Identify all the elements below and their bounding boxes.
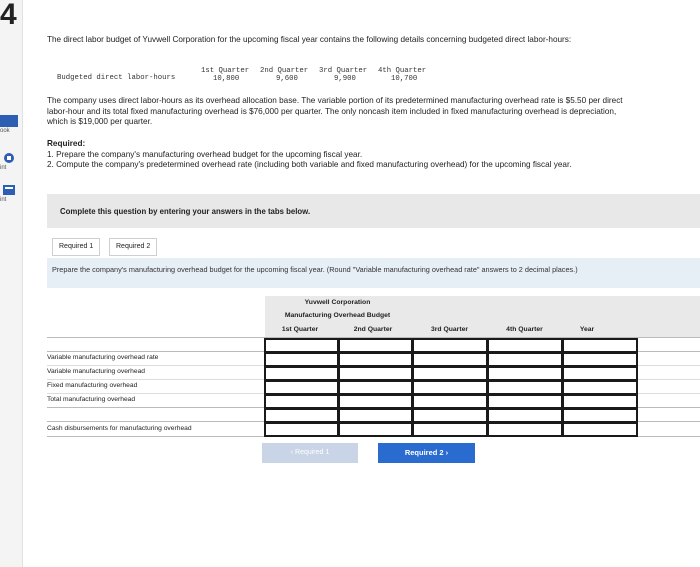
input-cell[interactable] — [487, 422, 563, 437]
input-cell[interactable] — [562, 380, 638, 395]
required-section — [47, 139, 627, 171]
chevron-left-icon: ‹ — [290, 449, 294, 456]
sidebar-item-print-label[interactable]: int — [0, 165, 7, 171]
input-cell[interactable] — [264, 394, 339, 409]
input-cell[interactable] — [412, 338, 488, 353]
labor-header-q1: 1st Quarter — [201, 67, 250, 75]
input-cell[interactable] — [338, 422, 413, 437]
input-cell[interactable] — [338, 366, 413, 381]
input-cell[interactable] — [264, 380, 339, 395]
sidebar-item-references-label[interactable]: int — [0, 197, 7, 203]
input-cell[interactable] — [338, 394, 413, 409]
next-button-label: Required 2 — [404, 448, 444, 457]
row-label-cash-disbursements: Cash disbursements for manufacturing overhead — [47, 425, 192, 432]
required-item-2: 2. Compute the company's predetermined overhead rate (including both variable and fixed manufacturing overhead) for the upcoming fiscal year. — [47, 160, 572, 169]
prev-button-label: Required 1 — [295, 449, 330, 456]
input-cell[interactable] — [562, 394, 638, 409]
input-cell[interactable] — [487, 380, 563, 395]
input-cell[interactable] — [264, 338, 339, 353]
col-header-q4: 4th Quarter — [506, 326, 543, 333]
labor-value-q3: 9,900 — [334, 75, 356, 83]
print-icon[interactable] — [2, 151, 16, 163]
input-cell[interactable] — [487, 408, 563, 423]
question-number: 4 — [0, 0, 17, 31]
left-sidebar — [0, 0, 23, 567]
references-icon[interactable] — [2, 183, 16, 195]
input-cell[interactable] — [264, 366, 339, 381]
labor-value-q2: 9,600 — [276, 75, 298, 83]
input-cell[interactable] — [562, 352, 638, 367]
input-cell[interactable] — [412, 408, 488, 423]
input-cell[interactable] — [412, 394, 488, 409]
input-cell[interactable] — [562, 422, 638, 437]
col-header-q1: 1st Quarter — [281, 326, 319, 333]
tab-required-2[interactable]: Required 2 — [109, 238, 157, 256]
input-cell[interactable] — [412, 380, 488, 395]
col-header-year: Year — [579, 326, 595, 333]
chevron-right-icon: › — [445, 448, 449, 457]
input-cell[interactable] — [412, 422, 488, 437]
input-cell[interactable] — [487, 338, 563, 353]
complete-instructions: Complete this question by entering your answers in the tabs below. — [60, 207, 311, 216]
input-cell[interactable] — [487, 394, 563, 409]
required-item-1: 1. Prepare the company's manufacturing overhead budget for the upcoming fiscal year. — [47, 149, 363, 159]
row-label-total-overhead: Total manufacturing overhead — [47, 396, 136, 403]
row-label-fixed-overhead: Fixed manufacturing overhead — [47, 382, 138, 389]
col-header-q3: 3rd Quarter — [430, 326, 469, 333]
row-label-variable-rate: Variable manufacturing overhead rate — [47, 354, 159, 361]
input-cell[interactable] — [338, 408, 413, 423]
panel-instructions: Prepare the company's manufacturing overhead budget for the upcoming fiscal year. (Round "Variable manufacturing overhead rate" answers to 2 decimal places.) — [52, 265, 578, 274]
input-cell[interactable] — [412, 366, 488, 381]
budget-company: Yuvwell Corporation — [304, 299, 371, 306]
input-cell[interactable] — [264, 352, 339, 367]
next-button[interactable] — [378, 443, 475, 463]
col-header-q2: 2nd Quarter — [353, 326, 393, 333]
overhead-paragraph: The company uses direct labor-hours as its overhead allocation base. The variable portion of its predetermined manufacturing overhead rate is $5.50 per direct labor-hour and its total fixed manufacturing overhead is $76,000 per quarter. The only noncash item included in fixed manufacturing overhead is depreciation, which is $19,000 per quarter. — [47, 96, 623, 126]
input-cell[interactable] — [412, 352, 488, 367]
input-cell[interactable] — [264, 408, 339, 423]
labor-header-q3: 3rd Quarter — [319, 67, 368, 75]
sidebar-item-ebook-label[interactable]: ook — [0, 128, 10, 134]
labor-value-q1: 10,800 — [213, 75, 240, 83]
input-cell[interactable] — [487, 366, 563, 381]
labor-row-label: Budgeted direct labor-hours — [57, 74, 176, 82]
input-cell[interactable] — [264, 422, 339, 437]
tab-required-1[interactable]: Required 1 — [52, 238, 100, 256]
labor-value-q4: 10,700 — [391, 75, 418, 83]
input-cell[interactable] — [562, 338, 638, 353]
input-cell[interactable] — [487, 352, 563, 367]
required-title: Required: — [47, 139, 86, 148]
input-cell[interactable] — [562, 366, 638, 381]
book-icon[interactable] — [0, 115, 18, 127]
input-cell[interactable] — [338, 380, 413, 395]
labor-header-q2: 2nd Quarter — [260, 67, 309, 75]
intro-text: The direct labor budget of Yuvwell Corporation for the upcoming fiscal year contains the following details concerning budgeted direct labor-hours: — [47, 35, 572, 44]
input-cell[interactable] — [338, 338, 413, 353]
input-cell[interactable] — [562, 408, 638, 423]
budget-title: Manufacturing Overhead Budget — [284, 312, 391, 319]
labor-header-q4: 4th Quarter — [378, 67, 427, 75]
input-cell[interactable] — [338, 352, 413, 367]
prev-button[interactable] — [262, 443, 358, 463]
row-label-variable-overhead: Variable manufacturing overhead — [47, 368, 146, 375]
